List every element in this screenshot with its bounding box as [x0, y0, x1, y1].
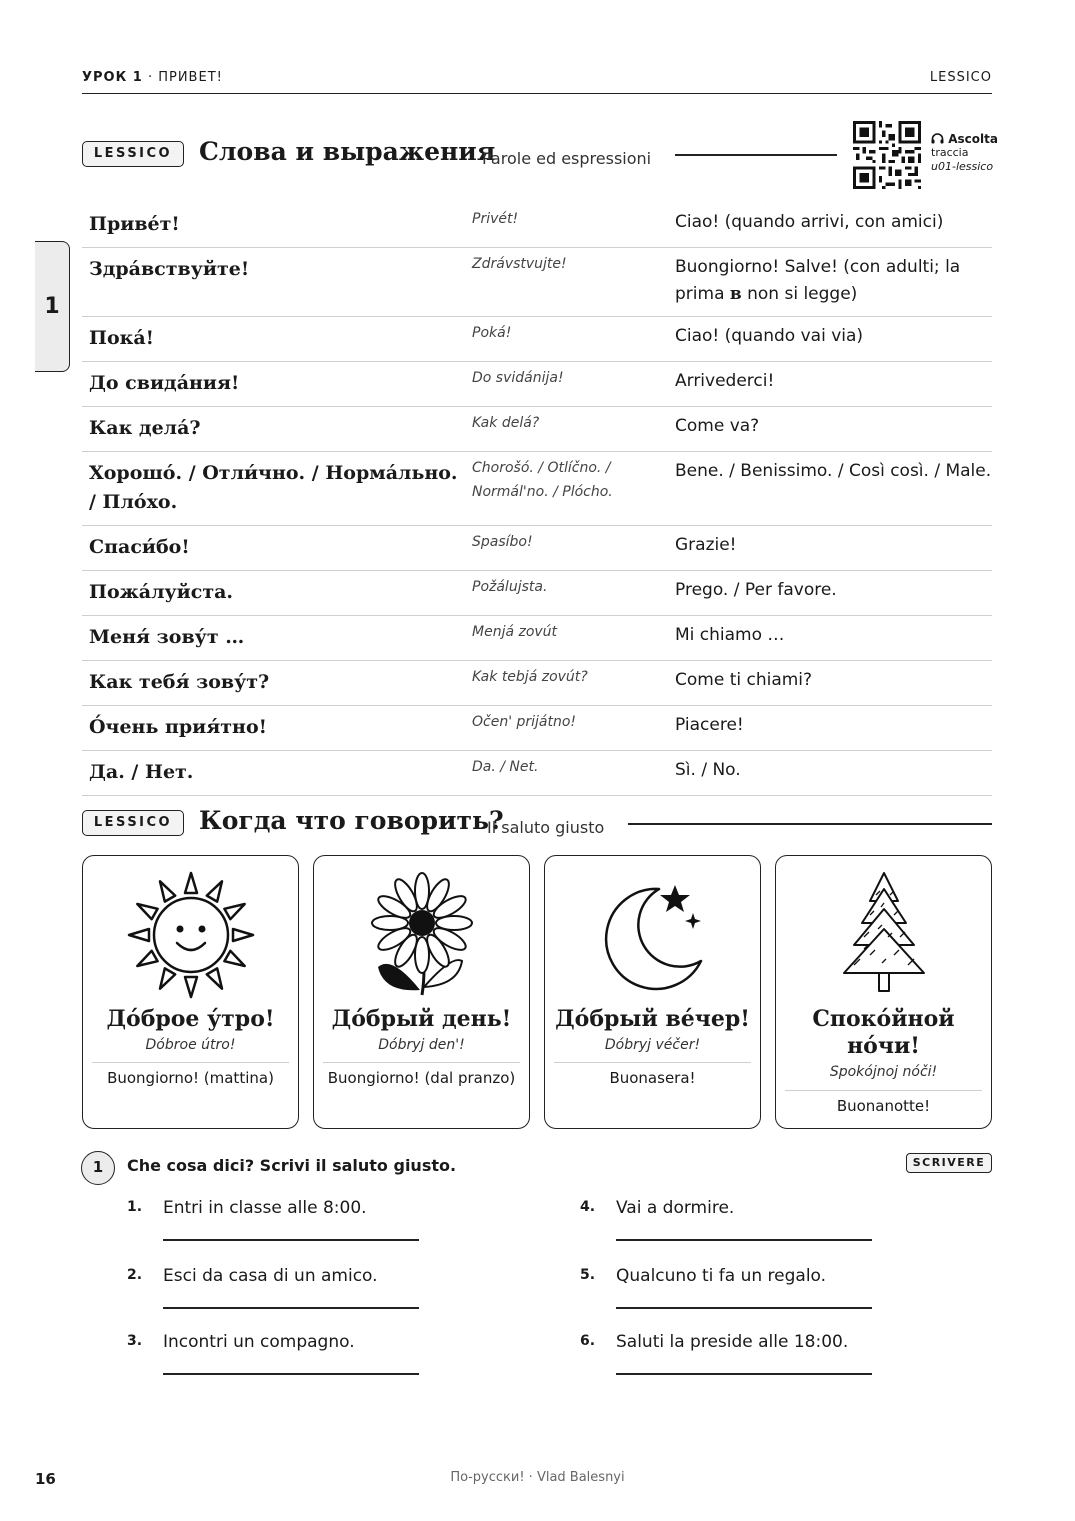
greeting-ru: До́брый ве́чер!: [555, 1006, 750, 1032]
vocab-translit: Požálujsta.: [466, 571, 675, 616]
vocab-it: Arrivederci!: [675, 362, 992, 407]
audio-word: traccia: [931, 146, 969, 159]
running-head: [82, 68, 992, 94]
vocab-it: [675, 248, 992, 317]
item-text: Esci da casa di un amico.: [163, 1266, 378, 1286]
vocab-it: Sì. / No.: [675, 751, 992, 796]
vocab-it: Come va?: [675, 407, 992, 452]
greeting-ru: До́брый день!: [331, 1006, 512, 1032]
vocab-translit: Kak delá?: [466, 407, 675, 452]
answer-line[interactable]: [616, 1373, 872, 1375]
vocab-translit: Menjá zovút: [466, 616, 675, 661]
chapter-tab: [35, 241, 70, 372]
greet-section-subtitle: Il saluto giusto: [487, 818, 605, 837]
vocab-section-title: Слова и выражения: [199, 137, 496, 166]
greeting-translit: Dóbroe útro!: [145, 1037, 236, 1053]
vocab-it: Ciao! (quando arrivi, con amici): [675, 203, 992, 248]
item-number: 1.: [127, 1199, 143, 1215]
vocab-ru: Приве́т!: [82, 203, 466, 248]
vocab-row: [82, 616, 992, 661]
vocab-translit: Chorošó. / Otlíčno. / Normál'no. / Plócho.: [466, 452, 675, 526]
vocab-it-bold-letter: в: [729, 284, 742, 304]
lesson-title: ПРИВЕТ!: [158, 70, 223, 85]
vocab-row: [82, 248, 992, 317]
vocab-it: Prego. / Per favore.: [675, 571, 992, 616]
vocab-it: Bene. / Benissimo. / Così così. / Male.: [675, 452, 992, 526]
vocab-ru: Хорошо́. / Отли́чно. / Норма́льно. / Пло́хо.: [82, 452, 466, 526]
greeting-card-morning: [82, 855, 299, 1129]
greeting-it: Buongiorno! (mattina): [107, 1069, 274, 1087]
greeting-card-day: [313, 855, 530, 1129]
heading-rule: [628, 823, 992, 825]
audio-track-id: u01-lessico: [931, 160, 994, 173]
greeting-card-night: [775, 855, 992, 1129]
vocab-ru: Да. / Нет.: [82, 751, 466, 796]
greet-section-title: Когда что говорить?: [199, 806, 504, 835]
vocab-it: Piacere!: [675, 706, 992, 751]
greeting-translit: Dóbryj den'!: [378, 1037, 465, 1053]
vocab-ru: До свида́ния!: [82, 362, 466, 407]
vocab-row: [82, 203, 992, 248]
exercise-number: 1: [81, 1151, 115, 1185]
vocab-translit: Spasíbo!: [466, 526, 675, 571]
vocab-translit: Privét!: [466, 203, 675, 248]
vocab-it: Grazie!: [675, 526, 992, 571]
vocab-ru: О́чень прия́тно!: [82, 706, 466, 751]
vocab-row: [82, 407, 992, 452]
item-text: Incontri un compagno.: [163, 1332, 355, 1352]
greet-section-tag: LESSICO: [82, 810, 184, 836]
exercise-item: [127, 1266, 447, 1326]
answer-line[interactable]: [616, 1307, 872, 1309]
vocab-it: Mi chiamo …: [675, 616, 992, 661]
exercise-instruction: Che cosa dici? Scrivi il saluto giusto.: [127, 1156, 457, 1175]
greeting-cards: [82, 855, 992, 1129]
vocab-translit: Zdrávstvujte!: [466, 248, 675, 317]
footer-credit: По-русски! · Vlad Balesnyi: [450, 1470, 625, 1485]
vocab-translit: Do svidánija!: [466, 362, 675, 407]
greeting-translit: Spokójnoj nóči!: [829, 1064, 938, 1080]
vocab-row: [82, 571, 992, 616]
greeting-it: Buongiorno! (dal pranzo): [327, 1069, 516, 1087]
exercise-item: [580, 1198, 900, 1258]
answer-line[interactable]: [163, 1239, 419, 1241]
exercise-skill-tag: SCRIVERE: [906, 1153, 992, 1173]
greeting-it: Buonasera!: [609, 1069, 696, 1087]
tree-icon: [819, 870, 949, 1000]
heading-rule: [675, 154, 837, 156]
vocab-row: [82, 362, 992, 407]
moon-icon: [588, 870, 718, 1000]
vocab-it: Ciao! (quando vai via): [675, 317, 992, 362]
qr-code-icon[interactable]: [853, 121, 921, 189]
item-number: 5.: [580, 1267, 596, 1283]
item-text: Qualcuno ti fa un regalo.: [616, 1266, 827, 1286]
answer-line[interactable]: [163, 1307, 419, 1309]
audio-track-note: [931, 132, 998, 174]
sun-icon: [126, 870, 256, 1000]
card-divider: [785, 1090, 982, 1091]
flower-icon: [357, 870, 487, 1000]
answer-line[interactable]: [616, 1239, 872, 1241]
exercise-item: [580, 1266, 900, 1326]
vocab-ru: Как тебя́ зову́т?: [82, 661, 466, 706]
vocab-row: [82, 526, 992, 571]
vocab-ru: Меня́ зову́т …: [82, 616, 466, 661]
item-text: Entri in classe alle 8:00.: [163, 1198, 367, 1218]
vocab-row: [82, 751, 992, 796]
answer-line[interactable]: [163, 1373, 419, 1375]
exercise-item: [127, 1332, 447, 1392]
lesson-label: УРОК 1: [82, 70, 143, 85]
item-text: Saluti la preside alle 18:00.: [616, 1332, 849, 1352]
page-number: 16: [35, 1470, 56, 1488]
vocab-translit: Očen' prijátno!: [466, 706, 675, 751]
vocab-section-subtitle: Parole ed espressioni: [482, 149, 652, 168]
running-head-section: LESSICO: [929, 70, 992, 85]
vocab-it: Come ti chiami?: [675, 661, 992, 706]
item-number: 3.: [127, 1333, 143, 1349]
greeting-it: Buonanotte!: [836, 1097, 931, 1115]
exercise-item: [127, 1198, 447, 1258]
greeting-translit: Dóbryj véčer!: [604, 1037, 701, 1053]
running-head-lesson: [82, 70, 223, 85]
card-divider: [554, 1062, 751, 1063]
header-separator: ·: [142, 70, 159, 85]
vocab-ru: Пожа́луйста.: [82, 571, 466, 616]
card-divider: [323, 1062, 520, 1063]
vocab-ru: Здра́вствуйте!: [82, 248, 466, 317]
vocab-ru: Пока́!: [82, 317, 466, 362]
card-divider: [92, 1062, 289, 1063]
greeting-card-evening: [544, 855, 761, 1129]
vocab-table: [82, 203, 992, 796]
greeting-ru: Споко́йной но́чи!: [812, 1006, 955, 1059]
vocab-row: [82, 706, 992, 751]
exercise-item: [580, 1332, 900, 1392]
vocab-section-tag: LESSICO: [82, 141, 184, 167]
vocab-translit: Poká!: [466, 317, 675, 362]
item-number: 6.: [580, 1333, 596, 1349]
vocab-ru: Спаси́бо!: [82, 526, 466, 571]
audio-label: Ascolta: [948, 132, 998, 146]
headphones-icon: [931, 133, 944, 144]
greeting-ru: До́брое у́тро!: [106, 1006, 275, 1032]
item-text: Vai a dormire.: [616, 1198, 735, 1218]
vocab-row: [82, 661, 992, 706]
vocab-translit: Da. / Net.: [466, 751, 675, 796]
item-number: 4.: [580, 1199, 596, 1215]
vocab-row: [82, 317, 992, 362]
vocab-it-part: non si legge): [741, 284, 858, 304]
vocab-it-part: Buongiorno! Salve! (con adulti; la prima: [675, 257, 961, 304]
chapter-tab-number: 1: [44, 294, 60, 319]
greet-section-heading: [82, 806, 992, 850]
vocab-ru: Как дела́?: [82, 407, 466, 452]
item-number: 2.: [127, 1267, 143, 1283]
vocab-row: [82, 452, 992, 526]
vocab-translit: Kak tebjá zovút?: [466, 661, 675, 706]
